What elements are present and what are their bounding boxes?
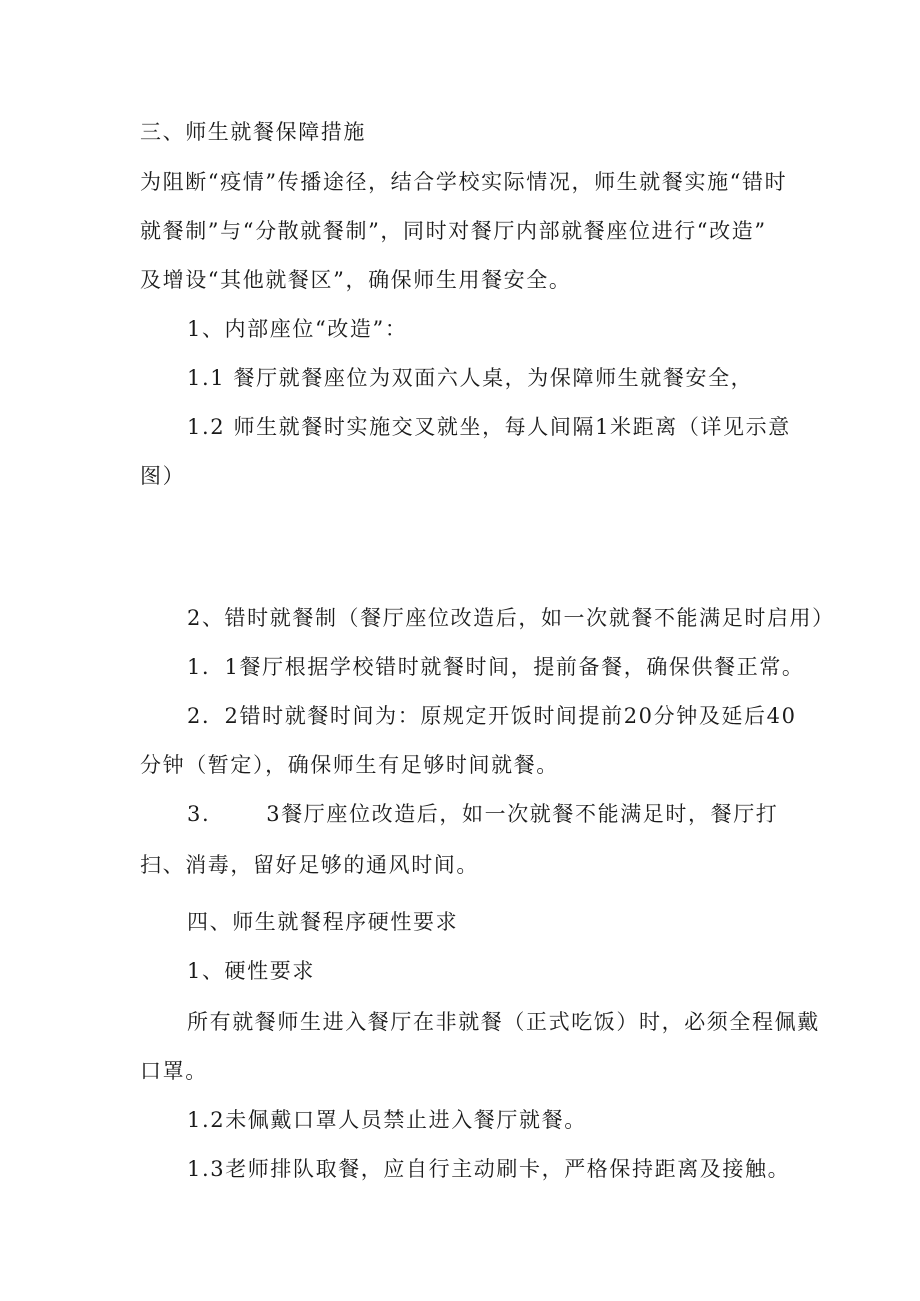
sub-1-para-line-1: 所有就餐师生进入餐厅在非就餐（正式吃饭）时，必须全程佩戴 bbox=[187, 1010, 820, 1034]
section-4-heading: 四、师生就餐程序硬性要求 bbox=[187, 910, 459, 934]
item-2-3-number: 3. bbox=[187, 802, 211, 826]
item-2-2-line-2: 分钟（暂定），确保师生有足够时间就餐。 bbox=[140, 753, 559, 777]
item-2-3-line-2: 扫、消毒，留好足够的通风时间。 bbox=[140, 853, 479, 877]
item-2-heading: 2、错时就餐制（餐厅座位改造后，如一次就餐不能满足时启用） bbox=[187, 606, 835, 630]
intro-line-2: 就餐制”与“分散就餐制”，同时对餐厅内部就餐座位进行“改造” bbox=[140, 219, 767, 243]
sub-1-2: 1.2未佩戴口罩人员禁止进入餐厅就餐。 bbox=[187, 1108, 587, 1132]
item-2-1: 1．1餐厅根据学校错时就餐时间，提前备餐，确保供餐正常。 bbox=[187, 655, 805, 679]
sub-1-heading: 1、硬性要求 bbox=[187, 959, 315, 983]
intro-line-1: 为阻断“疫情”传播途径，结合学校实际情况，师生就餐实施“错时 bbox=[140, 170, 788, 194]
item-2-3-line-1 bbox=[187, 800, 778, 828]
item-1-2-line-1: 1.2 师生就餐时实施交叉就坐，每人间隔1米距离（详见示意 bbox=[187, 415, 791, 439]
section-3-heading: 三、师生就餐保障措施 bbox=[140, 120, 366, 144]
item-1-2-line-2: 图） bbox=[140, 464, 186, 488]
item-1-1: 1.1 餐厅就餐座位为双面六人桌，为保障师生就餐安全， bbox=[187, 366, 754, 390]
item-2-3-text: 3餐厅座位改造后，如一次就餐不能满足时，餐厅打 bbox=[266, 802, 779, 826]
sub-1-para-line-2: 口罩。 bbox=[140, 1059, 208, 1083]
item-2-2-line-1: 2．2错时就餐时间为：原规定开饭时间提前20分钟及延后40 bbox=[187, 704, 797, 728]
item-1-heading: 1、内部座位“改造”： bbox=[187, 317, 408, 341]
intro-line-3: 及增设“其他就餐区”，确保师生用餐安全。 bbox=[140, 268, 572, 292]
sub-1-3: 1.3老师排队取餐，应自行主动刷卡，严格保持距离及接触。 bbox=[187, 1157, 791, 1181]
